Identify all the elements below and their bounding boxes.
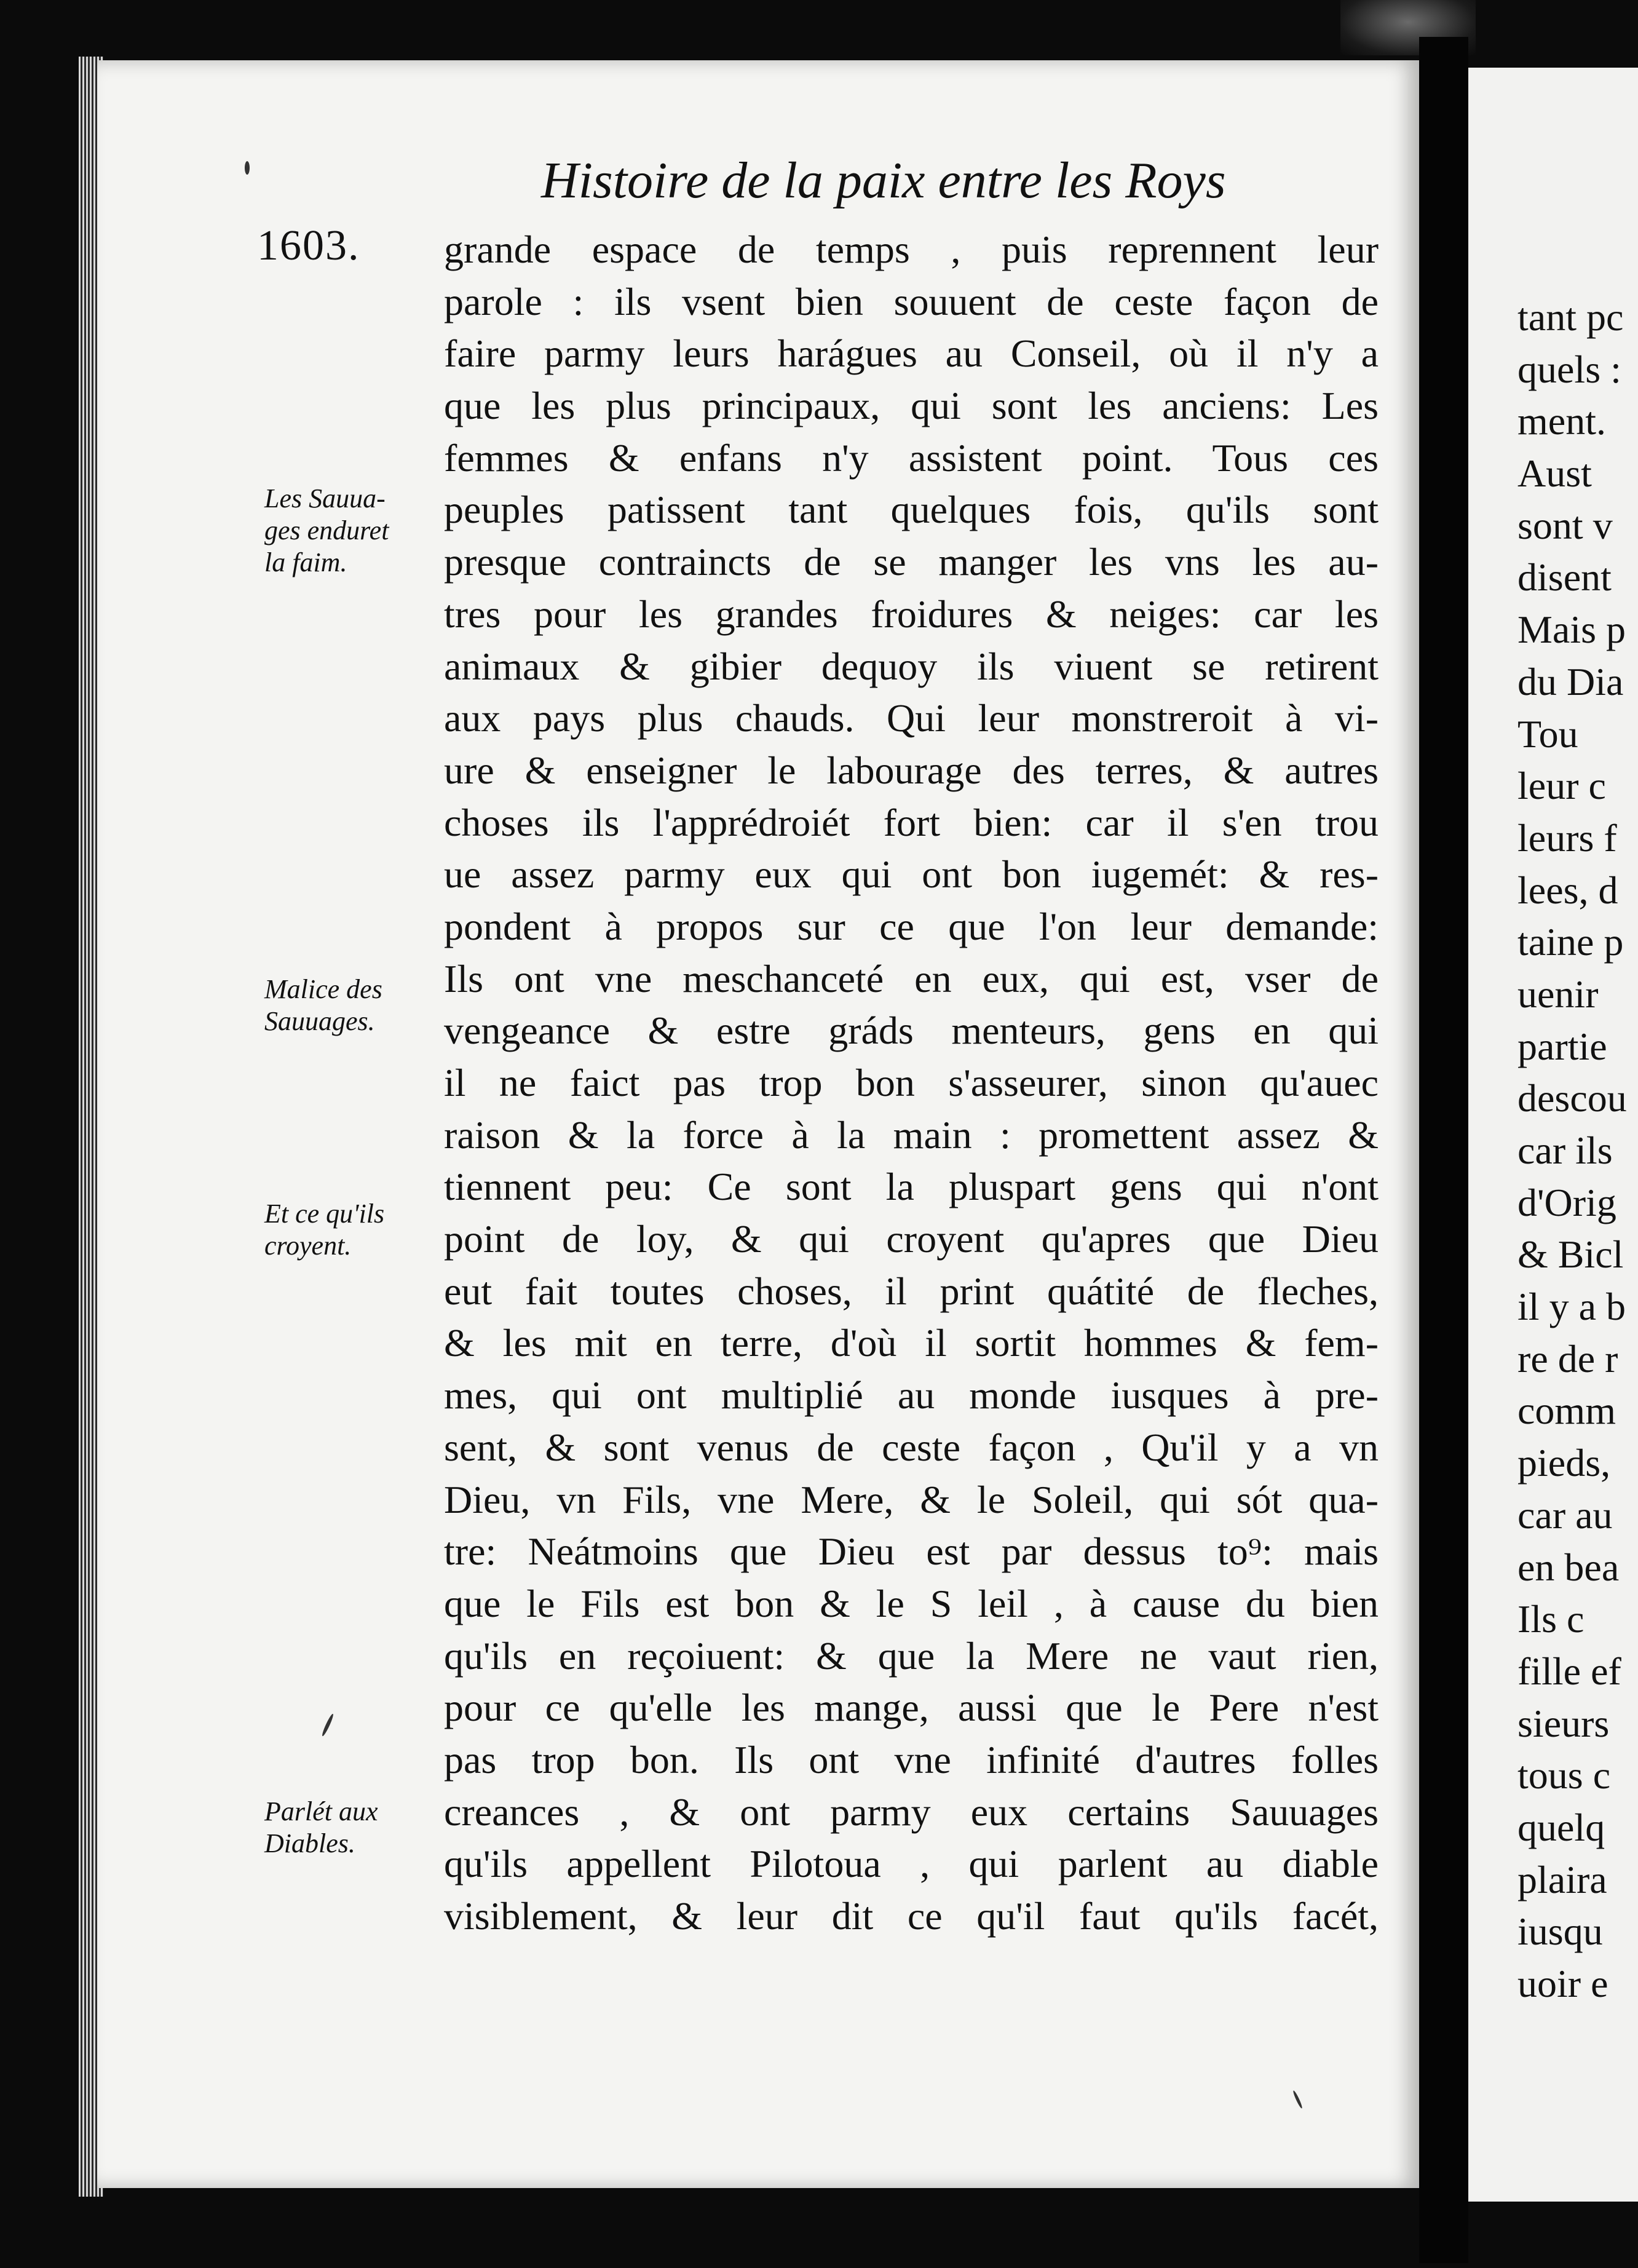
body-line: vengeance & estre gráds menteurs, gens en qui xyxy=(444,1009,1379,1053)
facing-line: descou xyxy=(1517,1076,1627,1120)
body-line: & les mit en terre, d'où il sortit hommes & fem- xyxy=(444,1321,1379,1365)
facing-line: quels : xyxy=(1517,347,1621,391)
body-line: presque contraincts de se manger les vns les au- xyxy=(444,540,1379,584)
facing-line: car au xyxy=(1517,1493,1613,1537)
running-head: Histoire de la paix entre les Roys xyxy=(541,152,1226,209)
body-line: tre: Neátmoins que Dieu est par dessus to⁹: mais xyxy=(444,1529,1379,1574)
facing-line: re de r xyxy=(1517,1336,1618,1381)
body-line: grande espace de temps , puis reprennent leur xyxy=(444,228,1379,271)
body-line: tres pour les grandes froidures & neiges: car les xyxy=(444,592,1379,636)
margin-note-line: Sauuages. xyxy=(264,1006,375,1036)
facing-line: partie xyxy=(1517,1024,1607,1068)
margin-note-malice xyxy=(264,973,382,1037)
margin-note-diables xyxy=(264,1796,378,1860)
body-line: raison & la force à la main : promettent assez & xyxy=(444,1112,1379,1157)
body-line: animaux & gibier dequoy ils viuent se retirent xyxy=(444,644,1379,688)
body-line: choses ils l'apprédroiét fort bien: car il s'en trou xyxy=(444,800,1379,844)
body-line: qu'ils en reçoiuent: & que la Mere ne vaut rien, xyxy=(444,1633,1379,1678)
body-line: Dieu, vn Fils, vne Mere, & le Soleil, qui sót qua- xyxy=(444,1477,1379,1521)
body-line: ue assez parmy eux qui ont bon iugemét: & res- xyxy=(444,852,1379,897)
facing-line: du Dia xyxy=(1517,659,1624,704)
body-line: ure & enseigner le labourage des terres, & autres xyxy=(444,748,1379,792)
body-line: peuples patissent tant quelques fois, qu'ils sont xyxy=(444,488,1379,532)
body-line: pondent à propos sur ce que l'on leur demande: xyxy=(444,904,1379,948)
facing-line: & Bicl xyxy=(1517,1232,1624,1277)
body-line: sent, & sont venus de ceste façon , Qu'il y a vn xyxy=(444,1425,1379,1469)
margin-note-line: croyent. xyxy=(264,1231,352,1261)
ink-speck xyxy=(245,161,250,175)
facing-line: il y a b xyxy=(1517,1285,1626,1329)
margin-note-faim xyxy=(264,483,389,579)
facing-line: sieurs xyxy=(1517,1701,1610,1745)
facing-line: lees, d xyxy=(1517,868,1618,912)
body-line: aux pays plus chauds. Qui leur monstreroit à vi- xyxy=(444,696,1379,740)
body-line: qu'ils appellent Pilotoua , qui parlent au diable xyxy=(444,1842,1379,1886)
body-line: que le Fils est bon & le S leil , à cause du bien xyxy=(444,1581,1379,1625)
body-line: Ils ont vne meschanceté en eux, qui est, vser de xyxy=(444,956,1379,1001)
facing-line: car ils xyxy=(1517,1128,1613,1172)
facing-line: Mais p xyxy=(1517,608,1626,652)
facing-line: pieds, xyxy=(1517,1441,1611,1485)
facing-line: en bea xyxy=(1517,1545,1620,1589)
facing-line: leur c xyxy=(1517,764,1606,808)
body-line: il ne faict pas trop bon s'asseurer, sinon qu'auec xyxy=(444,1061,1379,1104)
body-line: femmes & enfans n'y assistent point. Tous ces xyxy=(444,435,1379,480)
margin-note-line: Parlét aux xyxy=(264,1796,378,1826)
year-marginal: 1603. xyxy=(257,222,360,269)
right-page xyxy=(1468,68,1638,2202)
facing-page-text xyxy=(1517,291,1627,2010)
facing-line: plaira xyxy=(1517,1857,1607,1901)
facing-line: fille ef xyxy=(1517,1649,1621,1693)
body-line: creances , & ont parmy eux certains Sauuages xyxy=(444,1790,1379,1834)
facing-line: Aust xyxy=(1517,451,1592,496)
facing-line: d'Orig xyxy=(1517,1180,1616,1224)
body-line: eut fait toutes choses, il print quátité de fleches, xyxy=(444,1269,1379,1313)
body-line: pas trop bon. Ils ont vne infinité d'autres folles xyxy=(444,1737,1379,1782)
body-line: pour ce qu'elle les mange, aussi que le Pere n'est xyxy=(444,1686,1379,1730)
facing-line: Ils c xyxy=(1517,1597,1585,1641)
margin-note-line: Les Sauua- xyxy=(264,483,386,513)
facing-line: taine p xyxy=(1517,920,1624,964)
facing-line: tant pc xyxy=(1517,295,1624,339)
margin-note-line: Et ce qu'ils xyxy=(264,1199,385,1229)
book-gutter xyxy=(1419,37,1468,2263)
margin-note-croyent xyxy=(264,1198,384,1262)
facing-line: tous c xyxy=(1517,1753,1611,1798)
facing-line: uenir xyxy=(1517,972,1599,1016)
body-line: faire parmy leurs harágues au Conseil, où il n'y a xyxy=(444,331,1379,376)
margin-note-line: Diables. xyxy=(264,1828,355,1858)
margin-note-line: ges enduret xyxy=(264,515,389,545)
body-line: mes, qui ont multiplié au monde iusques à pre- xyxy=(444,1373,1379,1418)
facing-line: iusqu xyxy=(1517,1909,1603,1954)
facing-line: leurs f xyxy=(1517,815,1617,860)
body-text xyxy=(444,224,1379,1943)
margin-note-line: Malice des xyxy=(264,974,382,1004)
body-line: tiennent peu: Ce sont la pluspart gens qui n'ont xyxy=(444,1165,1379,1209)
margin-note-line: la faim. xyxy=(264,547,347,577)
facing-line: comm xyxy=(1517,1389,1616,1433)
facing-line: quelq xyxy=(1517,1805,1605,1849)
body-line: point de loy, & qui croyent qu'apres que Dieu xyxy=(444,1217,1379,1261)
facing-line: disent xyxy=(1517,555,1612,600)
facing-line: Tou xyxy=(1517,712,1578,756)
facing-line: uoir e xyxy=(1517,1962,1608,2005)
facing-line: ment. xyxy=(1517,399,1606,443)
body-line: parole : ils vsent bien souuent de ceste façon de xyxy=(444,279,1379,323)
body-line: que les plus principaux, qui sont les anciens: Les xyxy=(444,384,1379,428)
facing-line: sont v xyxy=(1517,503,1613,547)
body-line: visiblement, & leur dit ce qu'il faut qu'ils facét, xyxy=(444,1894,1379,1938)
